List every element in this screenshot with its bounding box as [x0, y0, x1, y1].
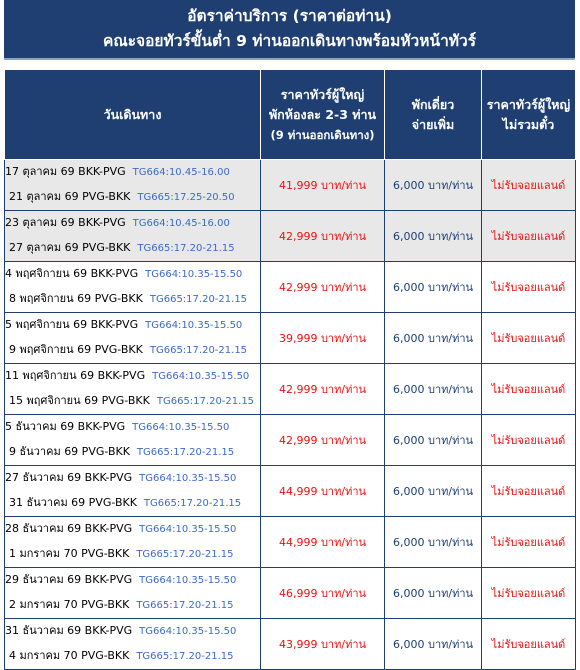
table-row	[5, 517, 576, 568]
outbound-flight: TG664:10.35-15.50	[145, 269, 243, 280]
col-header-single-line2: จ่ายเพิ่ม	[411, 116, 455, 132]
banner-title: อัตราค่าบริการ (ราคาต่อท่าน)	[187, 7, 392, 25]
single-supplement-cell: 6,000 บาท/ท่าน	[385, 466, 482, 517]
date-cell	[5, 160, 261, 211]
return-flight: TG665:17.20-21.15	[136, 447, 235, 458]
adult-price-cell: 39,999 บาท/ท่าน	[261, 313, 385, 364]
adult-price-cell: 41,999 บาท/ท่าน	[261, 160, 385, 211]
col-header-single-supplement	[385, 70, 482, 160]
return-line	[5, 389, 260, 414]
table-row	[5, 160, 576, 211]
return-flight: TG665:17.20-21.15	[156, 396, 255, 407]
adult-price-cell: 44,999 บาท/ท่าน	[261, 517, 385, 568]
rate-table	[4, 69, 576, 670]
date-cell	[5, 262, 261, 313]
no-ticket-cell: ไม่รับจอยแลนด์	[482, 466, 576, 517]
single-supplement-cell: 6,000 บาท/ท่าน	[385, 211, 482, 262]
col-header-adult-line1: ราคาทัวร์ผู้ใหญ่	[280, 86, 365, 102]
return-flight: TG665:17.20-21.15	[143, 498, 242, 509]
outbound-line	[5, 619, 260, 644]
outbound-flight: TG664:10.35-15.50	[139, 575, 237, 586]
outbound-date: 27 ธันวาคม 69 BKK-PVG	[5, 471, 133, 484]
single-supplement-cell: 6,000 บาท/ท่าน	[385, 262, 482, 313]
outbound-flight: TG664:10.35-15.50	[152, 371, 250, 382]
date-cell	[5, 364, 261, 415]
date-cell	[5, 517, 261, 568]
return-date: 4 มกราคม 70 PVG-BKK	[9, 649, 130, 662]
col-header-date: วันเดินทาง	[5, 70, 261, 160]
return-flight: TG665:17.20-21.15	[136, 651, 234, 662]
outbound-flight: TG664:10.45-16.00	[132, 167, 230, 178]
single-supplement-cell: 6,000 บาท/ท่าน	[385, 568, 482, 619]
date-cell	[5, 313, 261, 364]
outbound-flight: TG664:10.35-15.50	[139, 626, 237, 637]
outbound-flight: TG664:10.45-16.00	[132, 218, 230, 229]
outbound-date: 28 ธันวาคม 69 BKK-PVG	[5, 522, 133, 535]
header-row	[5, 70, 576, 160]
return-line	[5, 440, 260, 465]
single-supplement-cell: 6,000 บาท/ท่าน	[385, 619, 482, 670]
table-row	[5, 262, 576, 313]
outbound-date: 5 พฤศจิกายน 69 BKK-PVG	[5, 318, 139, 331]
return-date: 2 มกราคม 70 PVG-BKK	[9, 598, 130, 611]
return-date: 31 ธันวาคม 69 PVG-BKK	[9, 496, 137, 509]
date-cell	[5, 415, 261, 466]
adult-price-cell: 46,999 บาท/ท่าน	[261, 568, 385, 619]
return-flight: TG665:17.20-21.15	[136, 549, 234, 560]
no-ticket-cell: ไม่รับจอยแลนด์	[482, 211, 576, 262]
outbound-date: 17 ตุลาคม 69 BKK-PVG	[5, 165, 126, 178]
return-line	[5, 491, 260, 516]
single-supplement-cell: 6,000 บาท/ท่าน	[385, 415, 482, 466]
adult-price-cell: 43,999 บาท/ท่าน	[261, 619, 385, 670]
no-ticket-cell: ไม่รับจอยแลนด์	[482, 160, 576, 211]
return-date: 9 พฤศจิกายน 69 PVG-BKK	[9, 343, 143, 356]
no-ticket-cell: ไม่รับจอยแลนด์	[482, 262, 576, 313]
outbound-line	[5, 364, 260, 389]
table-row	[5, 364, 576, 415]
return-line	[5, 287, 260, 312]
date-cell	[5, 466, 261, 517]
return-line	[5, 593, 260, 618]
outbound-line	[5, 160, 260, 185]
single-supplement-cell: 6,000 บาท/ท่าน	[385, 517, 482, 568]
return-date: 9 ธันวาคม 69 PVG-BKK	[9, 445, 130, 458]
date-cell	[5, 211, 261, 262]
outbound-flight: TG664:10.35-15.50	[132, 422, 230, 433]
return-date: 21 ตุลาคม 69 PVG-BKK	[9, 190, 131, 203]
col-header-adult-line3: (9 ท่านออกเดินทาง)	[270, 127, 375, 142]
return-flight: TG665:17.25-20.50	[137, 192, 235, 203]
no-ticket-cell: ไม่รับจอยแลนด์	[482, 415, 576, 466]
table-row	[5, 568, 576, 619]
date-cell	[5, 568, 261, 619]
col-header-adult-line2: พักห้องละ 2-3 ท่าน	[268, 106, 377, 122]
single-supplement-cell: 6,000 บาท/ท่าน	[385, 364, 482, 415]
return-date: 15 พฤศจิกายน 69 PVG-BKK	[9, 394, 150, 407]
return-date: 27 ตุลาคม 69 PVG-BKK	[9, 241, 131, 254]
no-ticket-cell: ไม่รับจอยแลนด์	[482, 364, 576, 415]
return-flight: TG665:17.20-21.15	[136, 600, 234, 611]
banner-subtitle: คณะจอยทัวร์ขั้นต่ำ 9 ท่านออกเดินทางพร้อมหัวหน้าทัวร์	[102, 32, 477, 50]
title-banner	[4, 0, 575, 60]
adult-price-cell: 42,999 บาท/ท่าน	[261, 364, 385, 415]
outbound-line	[5, 466, 260, 491]
col-header-adult-price	[261, 70, 385, 160]
return-date: 8 พฤศจิกายน 69 PVG-BKK	[9, 292, 143, 305]
table-row	[5, 313, 576, 364]
single-supplement-cell: 6,000 บาท/ท่าน	[385, 313, 482, 364]
no-ticket-cell: ไม่รับจอยแลนด์	[482, 568, 576, 619]
col-header-no-ticket	[482, 70, 576, 160]
outbound-flight: TG664:10.35-15.50	[139, 473, 237, 484]
outbound-date: 11 พฤศจิกายน 69 BKK-PVG	[5, 369, 146, 382]
table-row	[5, 466, 576, 517]
no-ticket-cell: ไม่รับจอยแลนด์	[482, 313, 576, 364]
outbound-flight: TG664:10.35-15.50	[139, 524, 237, 535]
return-line	[5, 185, 260, 210]
outbound-date: 4 พฤศจิกายน 69 BKK-PVG	[5, 267, 139, 280]
outbound-line	[5, 211, 260, 236]
col-header-noticket-line2: ไม่รวมตั๋ว	[502, 116, 555, 132]
date-cell	[5, 619, 261, 670]
outbound-line	[5, 517, 260, 542]
return-line	[5, 542, 260, 567]
no-ticket-cell: ไม่รับจอยแลนด์	[482, 619, 576, 670]
adult-price-cell: 44,999 บาท/ท่าน	[261, 466, 385, 517]
return-line	[5, 338, 260, 363]
table-row	[5, 415, 576, 466]
return-flight: TG665:17.20-21.15	[137, 243, 235, 254]
return-date: 1 มกราคม 70 PVG-BKK	[9, 547, 130, 560]
adult-price-cell: 42,999 บาท/ท่าน	[261, 415, 385, 466]
return-flight: TG665:17.20-21.15	[149, 294, 248, 305]
outbound-date: 5 ธันวาคม 69 BKK-PVG	[5, 420, 126, 433]
outbound-line	[5, 262, 260, 287]
return-line	[5, 644, 260, 669]
adult-price-cell: 42,999 บาท/ท่าน	[261, 262, 385, 313]
outbound-line	[5, 568, 260, 593]
outbound-line	[5, 313, 260, 338]
adult-price-cell: 42,999 บาท/ท่าน	[261, 211, 385, 262]
return-line	[5, 236, 260, 261]
return-flight: TG665:17.20-21.15	[149, 345, 248, 356]
col-header-single-line1: พักเดี่ยว	[411, 96, 455, 112]
single-supplement-cell: 6,000 บาท/ท่าน	[385, 160, 482, 211]
no-ticket-cell: ไม่รับจอยแลนด์	[482, 517, 576, 568]
outbound-flight: TG664:10.35-15.50	[145, 320, 243, 331]
table-row	[5, 211, 576, 262]
outbound-date: 31 ธันวาคม 69 BKK-PVG	[5, 624, 133, 637]
col-header-noticket-line1: ราคาทัวร์ผู้ใหญ่	[486, 96, 571, 112]
outbound-date: 29 ธันวาคม 69 BKK-PVG	[5, 573, 133, 586]
table-row	[5, 619, 576, 670]
outbound-line	[5, 415, 260, 440]
outbound-date: 23 ตุลาคม 69 BKK-PVG	[5, 216, 126, 229]
